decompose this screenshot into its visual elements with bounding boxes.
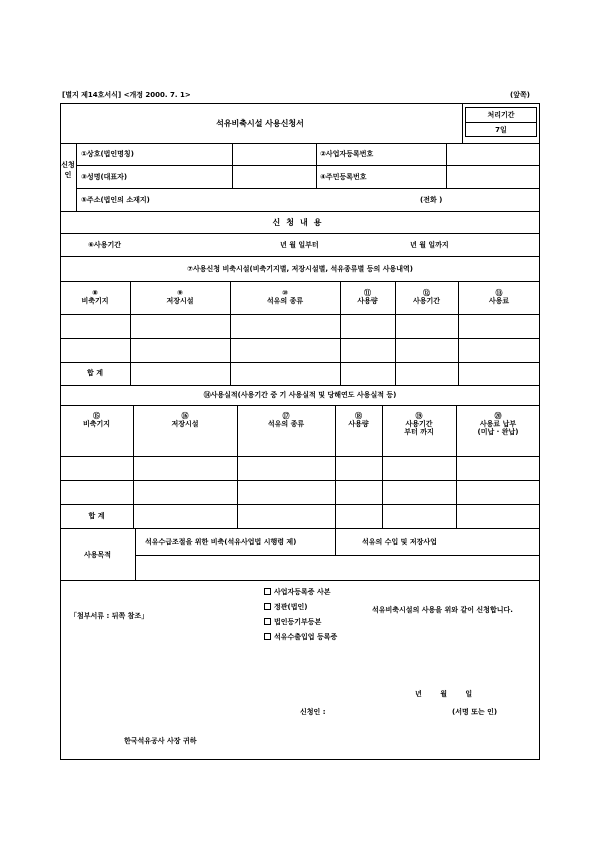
attachment-item-1: 사업자등록증 사본: [274, 588, 331, 596]
period-from: 년 월 일부터: [280, 241, 319, 249]
usage-purpose-label: 사용목적: [83, 551, 112, 559]
table1-header-6: ⑬ 사용료: [488, 289, 510, 305]
attachment-item-4: 석유수출입업 등록증: [274, 633, 338, 641]
table2-header-6: ⑳ 사용료 납부 (미납 · 완납): [477, 412, 519, 436]
attachment-checkbox-2[interactable]: [264, 603, 271, 610]
period-label: ⑥사용기간: [88, 241, 121, 249]
recipient: 한국석유공사 사장 귀하: [124, 737, 197, 745]
applicant-label-2: ②사업자등록번호: [320, 150, 374, 158]
attachment-checkbox-1[interactable]: [264, 588, 271, 595]
table2-caption: ⑭사용실적(사용기간 중 기 사용실적 및 당해연도 사용실적 등): [203, 391, 397, 399]
attachment-checkbox-3[interactable]: [264, 618, 271, 625]
table1-header-3: ⑩ 석유의 종류: [266, 289, 304, 305]
applicant-label-1: ①상호(법인명칭): [81, 150, 134, 158]
table1-total-label: 합 계: [87, 369, 103, 377]
applicant-label-3: ③성명(대표자): [81, 173, 128, 181]
table2-header-5: ⑲ 사용기간 부터 까지: [404, 412, 434, 436]
applicant-label-5: ⑤주소(법인의 소재지): [81, 196, 150, 204]
table1-header-1: ⑧ 비축기지: [81, 289, 109, 305]
usage-purpose-option-1: 석유수급조절을 위한 비축(석유사업법 시행령 제): [145, 538, 297, 546]
table2-header-3: ⑰ 석유의 종류: [267, 412, 305, 428]
section-title: 신청내용: [272, 218, 328, 227]
applicant-side-label: 신청인: [61, 161, 75, 179]
table1-header-5: ⑫ 사용기간: [412, 289, 441, 305]
seal-label: (서명 또는 인): [452, 708, 498, 716]
usage-purpose-option-2: 석유의 수입 및 저장사업: [362, 538, 437, 546]
form-title: 석유비축시설 사용신청서: [216, 119, 304, 128]
applicant-label-4: ④주민등록번호: [320, 173, 367, 181]
page-note: (앞쪽): [510, 91, 530, 99]
table2-header-4: ⑱ 사용량: [348, 412, 369, 428]
table2-header-1: ⑮ 비축기지: [82, 412, 111, 428]
applicant-signature-label: 신청인 :: [300, 708, 326, 716]
period-to: 년 월 일까지: [410, 241, 449, 249]
processing-value: 7일: [495, 126, 507, 134]
table1-header-4: ⑪ 사용량: [357, 289, 378, 305]
signature-date: 년 월 일: [415, 690, 481, 698]
attachment-checkbox-4[interactable]: [264, 633, 271, 640]
form-reference: [별지 제14호서식] <개정 2000. 7. 1>: [62, 91, 191, 99]
processing-label: 처리기간: [487, 111, 515, 119]
attachment-item-2: 정관(법인): [274, 603, 308, 611]
table1-header-2: ⑨ 저장시설: [166, 289, 194, 305]
attachment-item-3: 법인등기부등본: [274, 618, 322, 626]
attachments-label: 「첨부서류 : 뒤쪽 참조」: [70, 612, 149, 620]
attachment-statement: 석유비축시설의 사용을 위와 같이 신청합니다.: [372, 606, 513, 614]
applicant-phone: (전화 ): [420, 196, 443, 204]
table1-caption: ⑦사용신청 비축시설(비축기지별, 저장시설별, 석유종류별 등의 사용내역): [187, 265, 413, 273]
table2-total-label: 합 계: [88, 512, 105, 520]
table2-header-2: ⑯ 저장시설: [171, 412, 199, 428]
